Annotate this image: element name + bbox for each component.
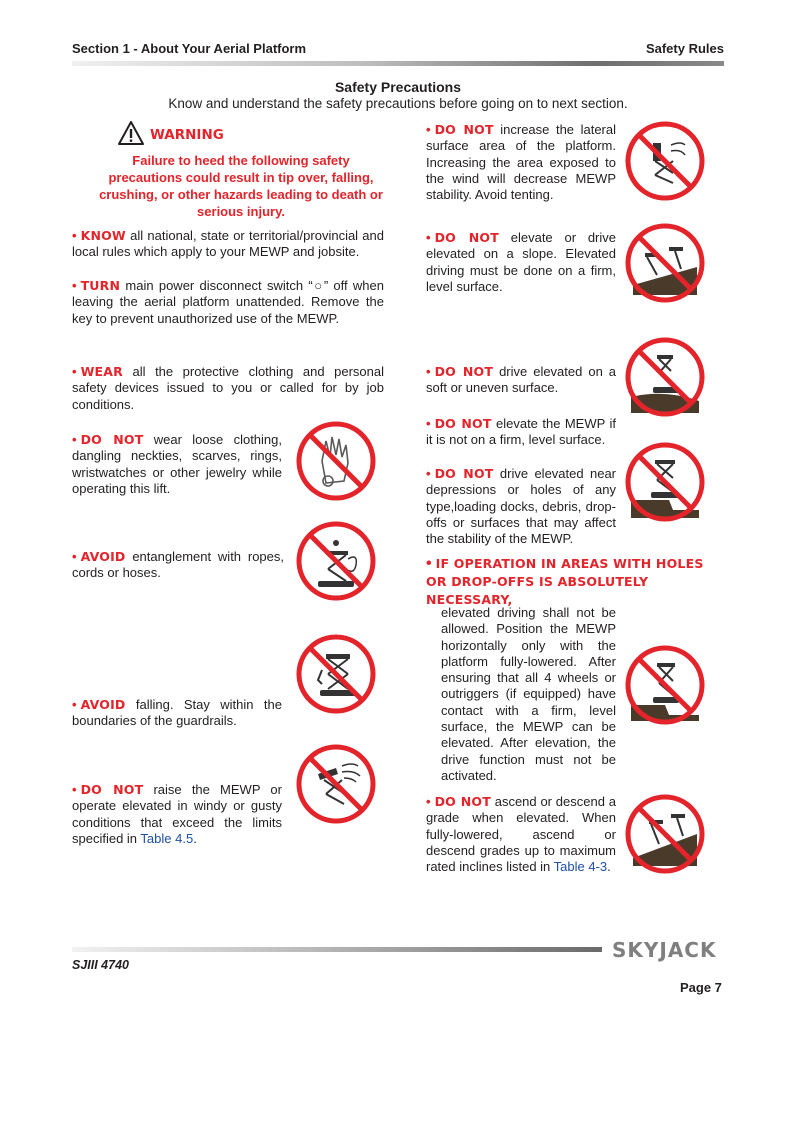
- list-item: • DO NOT raise the MEWP or operate elevated in windy or gusty conditions that exceed the limits specified in Table 4.5.: [72, 782, 282, 846]
- header-right: Safety Rules: [645, 41, 724, 56]
- list-item: elevated driving shall not be allowed. Position the MEWP horizontally only with the platform fully-lowered. After ensuring that all 4 wheels or outriggers (if equipped) have contact with a firm, level surface, the MEWP can be elevated. After elevation, the drive function must not be activated.: [441, 605, 616, 783]
- page-subtitle: Know and understand the safety precautions before going on to next section.: [168, 96, 628, 111]
- warning-text: Failure to heed the following safety precautions could result in tip over, falling, crushing, or other hazards leading to death or serious injury.: [99, 153, 383, 219]
- table-link[interactable]: Table 4-3: [553, 859, 608, 875]
- list-item: • DO NOT elevate or drive elevated on a slope. Elevated driving must be done on a firm, level surface.: [426, 230, 617, 294]
- list-item: • DO NOT drive elevated near depressions or holes of any type,loading docks, debris, drop-offs or surfaces that may affect the stability of the MEWP.: [426, 466, 617, 547]
- page-title: Safety Precautions: [334, 79, 462, 95]
- list-item: • WEAR all the protective clothing and personal safety devices issued to you or called for by job conditions.: [72, 364, 384, 412]
- list-item-heading: • IF OPERATION IN AREAS WITH HOLES OR DROP-OFFS IS ABSOLUTELY NECESSARY,: [426, 555, 704, 607]
- list-item: • DO NOT drive elevated on a soft or uneven surface.: [426, 364, 616, 396]
- list-item: • DO NOT ascend or descend a grade when elevated. When fully-lowered, ascend or descend grades up to maximum rated inclines listed in Table 4-3.: [426, 794, 616, 875]
- list-item: • TURN main power disconnect switch “○” off when leaving the aerial platform unattended. Remove the key to prevent unauthorized use of the MEWP.: [72, 278, 384, 326]
- no-entanglement-icon: [296, 521, 376, 601]
- model-number: SJIII 4740: [72, 958, 129, 972]
- no-soft-surface-icon: [625, 337, 705, 417]
- list-item: • AVOID entanglement with ropes, cords or hoses.: [72, 549, 284, 581]
- warning-triangle-icon: [117, 120, 145, 146]
- no-tenting-icon: [625, 121, 705, 201]
- no-holes-icon: [625, 442, 705, 522]
- footer-rule: [72, 947, 602, 952]
- list-item: • DO NOT increase the lateral surface area of the platform. Increasing the area exposed to the wind will decrease MEWP stability. Avoid tenting.: [426, 122, 616, 203]
- list-item: • KNOW all national, state or territorial/provincial and local rules which apply to your MEWP and jobsite.: [72, 228, 384, 260]
- no-wind-icon: [296, 744, 376, 824]
- no-drop-off-icon: [625, 645, 705, 725]
- no-falling-icon: [296, 634, 376, 714]
- list-item: • DO NOT wear loose clothing, dangling neckties, scarves, rings, wristwatches or other jewelry while operating this lift.: [72, 432, 282, 496]
- page-number: Page 7: [680, 980, 722, 995]
- no-slope-icon: [625, 223, 705, 303]
- list-item: • DO NOT elevate the MEWP if it is not on a firm, level surface.: [426, 416, 616, 448]
- header-rule: [72, 61, 724, 66]
- warning-label: WARNING: [150, 127, 224, 143]
- section-header: Section 1 - About Your Aerial Platform: [72, 41, 307, 56]
- no-grade-icon: [625, 794, 705, 874]
- list-item: • AVOID falling. Stay within the boundaries of the guardrails.: [72, 697, 282, 729]
- brand-logo: SKYJACK: [612, 938, 717, 962]
- no-jewelry-icon: [296, 421, 376, 501]
- table-link[interactable]: Table 4.5: [140, 830, 194, 846]
- power-switch-symbol: ○: [312, 278, 324, 293]
